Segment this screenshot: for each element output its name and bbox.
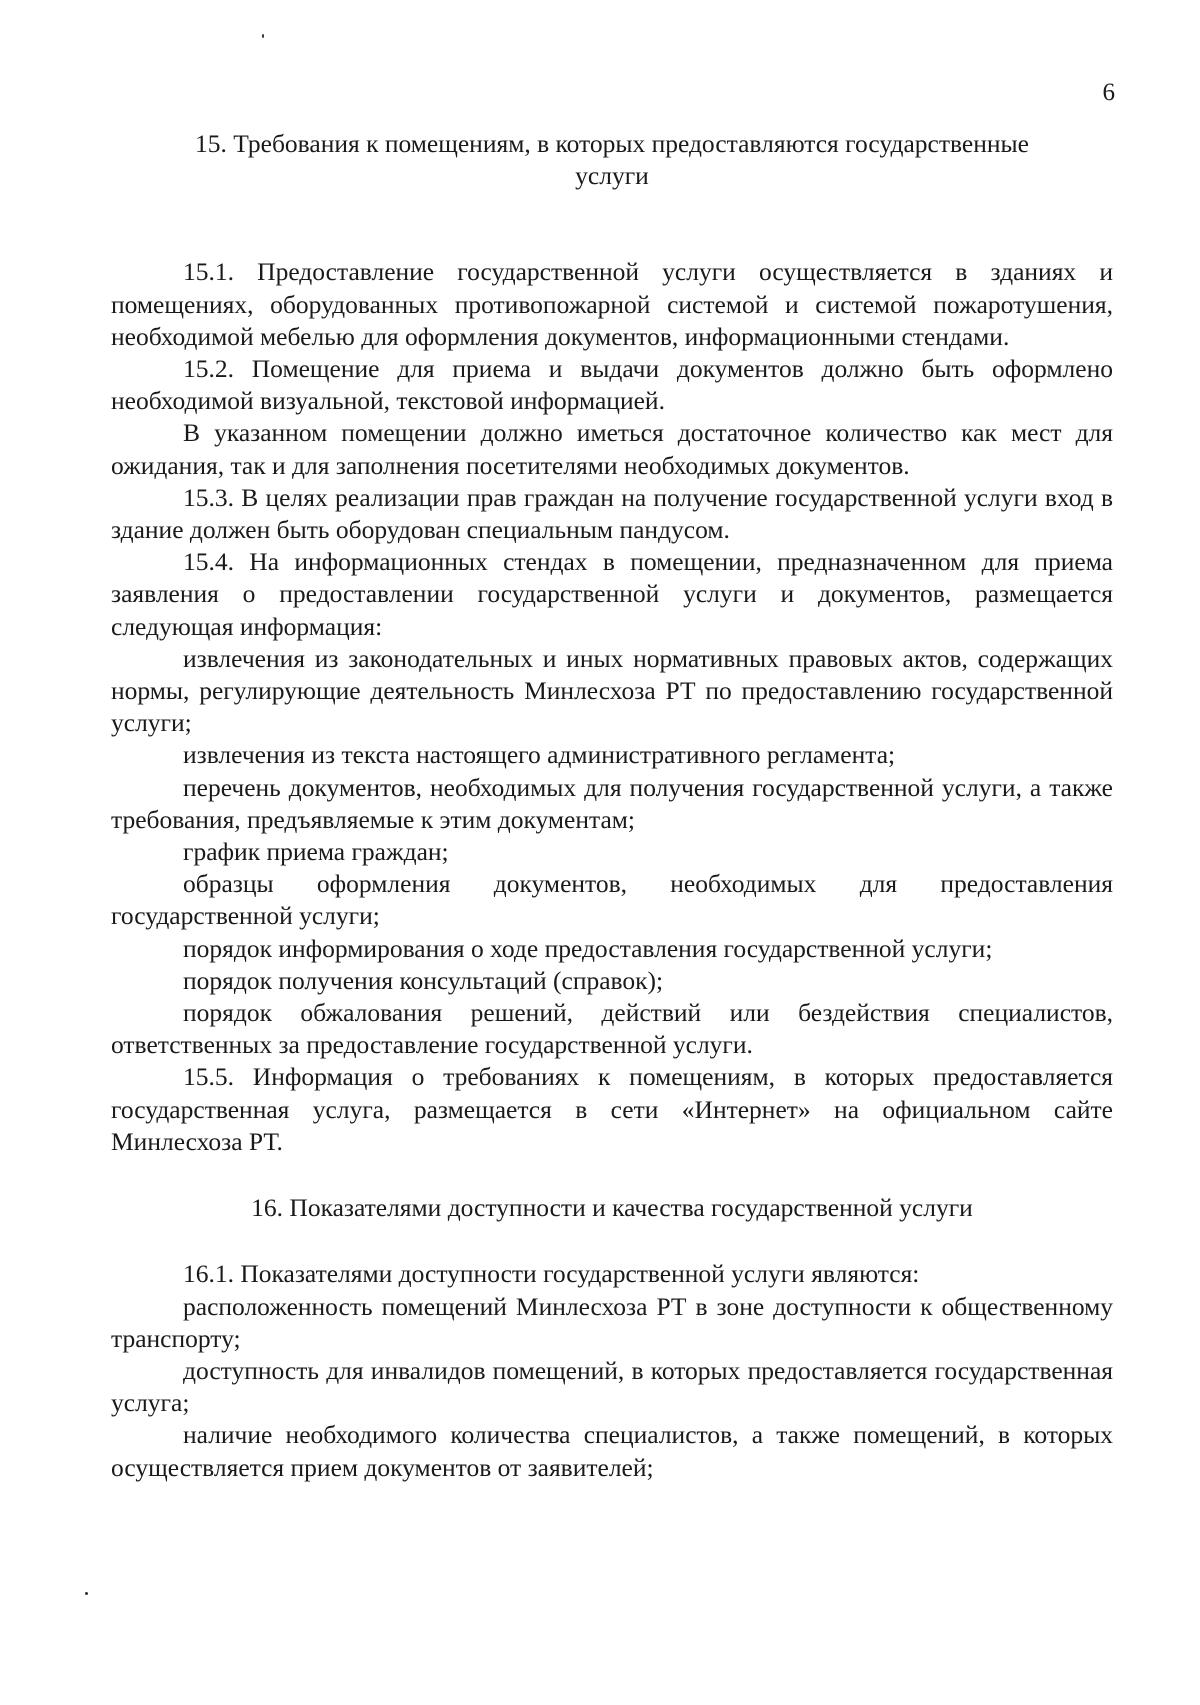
page-number: 6 bbox=[1102, 79, 1115, 106]
list-item: наличие необходимого количества специалистов, а также помещений, в которых осуществляется прием документов от заявителей; bbox=[111, 1420, 1113, 1482]
paragraph-15-4: 15.4. На информационных стендах в помещении, предназначенном для приема заявления о предоставлении государственной услуги и документов, размещается следующая информация: bbox=[111, 547, 1113, 641]
scan-speck bbox=[262, 34, 264, 38]
list-item: порядок получения консультаций (справок); bbox=[183, 965, 664, 995]
list-item: извлечения из законодательных и иных нормативных правовых актов, содержащих нормы, регулирующие деятельность Минлесхоза РТ по предоставлению государственной услуги; bbox=[111, 643, 1113, 738]
paragraph-16-1: 16.1. Показателями доступности государственной услуги являются: bbox=[183, 1259, 920, 1289]
section-15-body bbox=[111, 256, 1113, 1158]
paragraph-15-1: 15.1. Предоставление государственной услуги осуществляется в зданиях и помещениях, оборудованных противопожарной системой и системой пожаротушения, необходимой мебелью для оформления документов, информационными стендами. bbox=[111, 257, 1113, 351]
paragraph-15-5: 15.5. Информация о требованиях к помещениям, в которых предоставляется государственная услуга, размещается в сети «Интернет» на официальном сайте Минлесхоза РТ. bbox=[111, 1062, 1113, 1156]
document-body bbox=[111, 128, 1113, 1484]
list-item: перечень документов, необходимых для получения государственной услуги, а также требования, предъявляемые к этим документам; bbox=[111, 772, 1113, 834]
list-item: график приема граждан; bbox=[183, 837, 449, 867]
paragraph-15-3: 15.3. В целях реализации прав граждан на получение государственной услуги вход в здание должен быть оборудован специальным пандусом. bbox=[111, 482, 1113, 545]
section-16-heading: 16. Показателями доступности и качества государственной услуги bbox=[251, 1193, 973, 1223]
section-16-body bbox=[111, 1258, 1113, 1483]
list-item: расположенность помещений Минлесхоза РТ в зоне доступности к общественному транспорту; bbox=[111, 1291, 1113, 1353]
list-item: извлечения из текста настоящего административного регламента; bbox=[183, 740, 896, 770]
section-15-heading: 15. Требования к помещениям, в которых предоставляются государственные услуги bbox=[195, 129, 1029, 191]
list-item: порядок информирования о ходе предоставления государственной услуги; bbox=[183, 933, 993, 963]
list-item: доступность для инвалидов помещений, в которых предоставляется государственная услуга; bbox=[111, 1355, 1113, 1418]
list-item: порядок обжалования решений, действий или бездействия специалистов, ответственных за предоставление государственной услуги. bbox=[111, 998, 1113, 1060]
scan-speck bbox=[85, 1592, 88, 1595]
paragraph-15-2: 15.2. Помещение для приема и выдачи документов должно быть оформлено необходимой визуальной, текстовой информацией. bbox=[111, 354, 1113, 416]
paragraph: В указанном помещении должно иметься достаточное количество как мест для ожидания, так и для заполнения посетителями необходимых документов. bbox=[111, 418, 1113, 480]
list-item: образцы оформления документов, необходимых для предоставления государственной услуги; bbox=[111, 869, 1113, 931]
